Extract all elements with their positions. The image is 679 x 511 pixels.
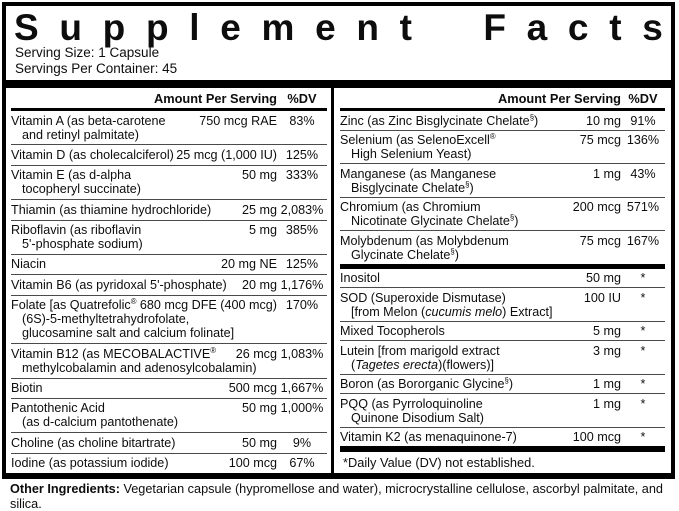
ingredient-dv: *: [640, 324, 646, 338]
left-column: [6, 88, 331, 473]
ingredient-dv: 125%: [285, 147, 319, 162]
ingredient-dv: 385%: [285, 223, 319, 238]
table-row: [340, 393, 665, 427]
ingredient-dv: 167%: [626, 233, 660, 248]
ingredient-dv: 91%: [630, 113, 656, 128]
percent-dv-header: %DV: [628, 91, 658, 106]
ingredient-amount: 50 mg: [585, 271, 621, 285]
ingredient-name-line: High Selenium Yeast): [351, 147, 472, 161]
ingredient-name-line: SOD (Superoxide Dismutase): [340, 290, 506, 305]
ingredient-name-line: Choline (as choline bitartrate): [11, 435, 176, 450]
supplement-facts-panel: [2, 2, 675, 479]
ingredient-amount: 10 mg: [585, 113, 621, 128]
ingredient-name: [340, 291, 580, 319]
ingredient-name-line: methylcobalamin and adenosylcobalamin): [22, 360, 257, 375]
ingredient-amount: 25 mg: [241, 202, 277, 217]
other-ingredients-text: Vegetarian capsule (hypromellose and water), microcrystalline cellulose, ascorbyl palmitate, and silica.: [10, 482, 663, 511]
amount-per-serving-header: Amount Per Serving: [497, 91, 621, 106]
ingredient-amount: 3 mg: [593, 343, 621, 358]
ingredient-dv: 9%: [292, 435, 312, 450]
table-row: [340, 269, 665, 288]
ingredient-dv: 1,176%: [280, 277, 324, 292]
ingredient-name-line: and retinyl palmitate): [22, 127, 139, 142]
ingredient-name-line: Manganese (as Manganese: [340, 166, 497, 181]
ingredient-name-line: (Tagetes erecta)(flowers)]: [351, 357, 495, 372]
table-row: [11, 274, 327, 294]
ingredient-dv: *: [640, 377, 646, 391]
ingredient-name-line: Niacin: [11, 257, 46, 272]
left-column-header: [11, 88, 327, 111]
ingredient-dv: 1,000%: [280, 401, 324, 416]
ingredient-name-line: Mixed Tocopherols: [340, 324, 445, 338]
ingredient-name-line: Selenium (as SelenoExcell®: [340, 131, 496, 147]
ingredient-name-line: Boron (as Bororganic Glycine§): [340, 375, 514, 391]
ingredient-name-line: Pantothenic Acid: [11, 401, 105, 416]
ingredient-name: [340, 430, 569, 444]
ingredient-amount: 100 mcg: [572, 430, 621, 444]
ingredient-amount: 100 mcg: [228, 456, 277, 471]
ingredient-name-line: PQQ (as Pyrroloquinoline: [340, 396, 483, 411]
right-column-header: [340, 88, 665, 111]
ingredient-name: [340, 271, 582, 285]
ingredient-dv: 43%: [630, 166, 656, 181]
amount-per-serving-header: Amount Per Serving: [153, 91, 277, 106]
ingredient-amount: 50 mg: [241, 435, 277, 450]
ingredient-name-line: Folate [as Quatrefolic®: [11, 297, 137, 313]
ingredient-amount: 1 mg: [593, 396, 621, 411]
ingredient-amount: 25 mcg (1,000 IU): [176, 147, 277, 162]
panel-title: S u p p l e m e n t F a c t s: [14, 7, 663, 48]
ingredient-name-line: 5'-phosphate sodium): [22, 237, 143, 252]
ingredient-name: [340, 397, 589, 425]
ingredient-name-line: Chromium (as Chromium: [340, 200, 481, 214]
ingredient-amount: 100 IU: [583, 290, 621, 305]
ingredient-amount: 5 mg: [593, 324, 621, 338]
right-rows-other: [340, 269, 665, 447]
ingredient-name-line: Quinone Disodium Salt): [351, 410, 484, 425]
table-row: [340, 130, 665, 164]
servings-per-container: Servings Per Container: 45: [15, 60, 178, 76]
other-ingredients-label: Other Ingredients:: [10, 482, 120, 496]
table-row: [11, 111, 327, 144]
ingredient-name: [11, 114, 195, 142]
ingredient-name: [340, 133, 576, 161]
ingredient-name-line: Vitamin B12 (as MECOBALACTIVE®: [11, 345, 216, 361]
ingredient-dv: 125%: [285, 257, 319, 272]
table-row: [11, 378, 327, 398]
ingredient-name-line: Riboflavin (as riboflavin: [11, 223, 142, 238]
ingredient-name-line: (6S)-5-methyltetrahydrofolate,: [22, 312, 190, 327]
ingredient-name: [340, 114, 582, 128]
table-row: [340, 287, 665, 321]
table-row: [11, 144, 327, 164]
ingredient-dv: 170%: [285, 298, 319, 313]
ingredient-dv: *: [640, 343, 646, 358]
ingredient-amount: 26 mcg: [235, 346, 277, 361]
ingredient-dv: 333%: [285, 168, 319, 183]
table-row: [11, 199, 327, 219]
table-row: [340, 111, 665, 130]
table-row: [340, 321, 665, 341]
ingredient-name: [340, 200, 569, 228]
ingredient-name-line: Bisglycinate Chelate§): [351, 179, 474, 195]
ingredient-name: [340, 234, 576, 262]
ingredient-name: [11, 401, 238, 429]
table-row: [11, 453, 327, 473]
ingredient-name: [340, 167, 589, 195]
ingredient-dv: 67%: [289, 456, 315, 471]
ingredient-amount: 1 mg: [593, 166, 621, 181]
ingredient-name-line: Molybdenum (as Molybdenum: [340, 233, 509, 248]
table-row: [11, 398, 327, 432]
ingredient-dv: 1,667%: [280, 381, 324, 396]
ingredient-dv: *: [640, 271, 646, 285]
ingredient-name-line: Iodine (as potassium iodide): [11, 456, 169, 471]
ingredient-dv: 571%: [626, 200, 660, 214]
ingredient-name-line: Biotin: [11, 381, 43, 396]
dv-footnote: *Daily Value (DV) not established.: [343, 455, 535, 470]
table-row: [11, 295, 327, 343]
facts-columns: [6, 88, 671, 473]
table-row: [340, 374, 665, 394]
ingredient-dv: 1,083%: [280, 346, 324, 361]
ingredient-name: [11, 436, 238, 450]
table-row: [11, 165, 327, 199]
right-column: [334, 88, 671, 473]
ingredient-name-line: Glycinate Chelate§): [351, 246, 459, 262]
ingredient-name: [11, 168, 238, 196]
ingredient-dv: 2,083%: [280, 202, 324, 217]
ingredient-name: [11, 381, 225, 395]
ingredient-dv: 136%: [626, 133, 660, 147]
ingredient-amount: 75 mcg: [579, 133, 621, 147]
percent-dv-header: %DV: [287, 91, 317, 106]
table-row: [11, 254, 327, 274]
ingredient-amount: 20 mg NE: [221, 257, 277, 272]
ingredient-name: [11, 203, 238, 217]
ingredient-name-line: tocopheryl succinate): [22, 182, 142, 197]
ingredient-dv: *: [640, 396, 646, 411]
ingredient-name-line: Zinc (as Zinc Bisglycinate Chelate§): [340, 112, 539, 128]
table-row: [340, 230, 665, 264]
ingredient-name-line: Vitamin A (as beta-carotene: [11, 113, 166, 128]
ingredient-dv: *: [640, 430, 646, 444]
table-row: [11, 432, 327, 452]
ingredient-amount: 50 mg: [241, 401, 277, 416]
ingredient-name-line: Vitamin K2 (as menaquinone-7): [340, 430, 517, 444]
ingredient-dv: *: [640, 290, 646, 305]
serving-size: Serving Size: 1 Capsule: [15, 45, 160, 60]
left-rows: [11, 111, 327, 473]
ingredient-amount: 1 mg: [593, 377, 621, 391]
table-row: [11, 220, 327, 254]
ingredient-name-line: Lutein [from marigold extract: [340, 343, 500, 358]
right-rows-minerals: [340, 111, 665, 264]
ingredient-name-line: Inositol: [340, 271, 380, 285]
ingredient-name: [340, 324, 589, 338]
ingredient-name: [11, 456, 225, 470]
ingredient-name-line: Vitamin E (as d-alpha: [11, 168, 132, 183]
table-row: [11, 343, 327, 377]
ingredient-name-line: Nicotinate Glycinate Chelate§): [351, 212, 519, 228]
other-ingredients: [10, 482, 673, 511]
ingredient-name-line: Thiamin (as thiamine hydrochloride): [11, 202, 212, 217]
ingredient-amount: 500 mcg: [228, 381, 277, 396]
ingredient-amount: 75 mcg: [579, 233, 621, 248]
ingredient-amount: 750 mcg RAE: [199, 113, 277, 128]
ingredient-name-line: Vitamin B6 (as pyridoxal 5'-phosphate): [11, 277, 227, 292]
header-divider-bar: [6, 80, 671, 88]
ingredient-name: [11, 278, 238, 292]
ingredient-name: [340, 377, 589, 391]
ingredient-amount: 680 mcg DFE (400 mcg): [139, 298, 277, 313]
ingredient-name: [11, 257, 217, 271]
ingredient-name-line: Vitamin D (as cholecalciferol): [11, 147, 174, 162]
ingredient-name: [11, 223, 245, 251]
ingredient-name: [340, 344, 589, 372]
table-row: [340, 197, 665, 231]
table-row: [340, 163, 665, 197]
ingredient-amount: 200 mcg: [572, 200, 621, 214]
ingredient-dv: 83%: [289, 113, 315, 128]
ingredient-name-line: [from Melon (cucumis melo) Extract]: [351, 304, 553, 319]
ingredient-amount: 20 mg: [241, 277, 277, 292]
ingredient-amount: 5 mg: [249, 223, 277, 238]
ingredient-name-line: (as d-calcium pantothenate): [22, 415, 179, 430]
ingredient-amount: 50 mg: [241, 168, 277, 183]
table-row: [340, 427, 665, 447]
ingredient-name: [11, 148, 172, 162]
ingredient-name-line: glucosamine salt and calcium folinate]: [22, 326, 235, 341]
table-row: [340, 340, 665, 374]
